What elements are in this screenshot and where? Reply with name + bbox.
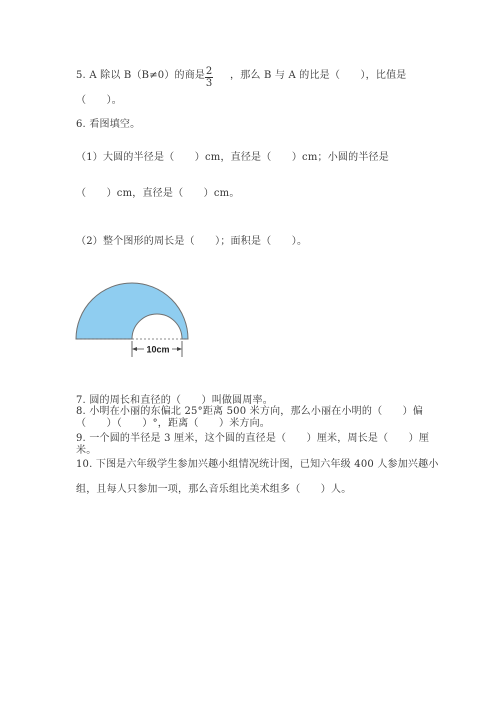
q5-fraction-numerator: 2 (205, 66, 213, 77)
q5-fraction-denominator: 3 (205, 78, 213, 89)
dimension-label: 10cm (146, 344, 170, 355)
circle-figure (74, 281, 192, 361)
q7: 7. 圆的周长和直径的（ ）叫做圆周率。 (76, 395, 273, 406)
q10-line1: 10. 下图是六年级学生参加兴趣小组情况统计图，已知六年级 400 人参加兴趣小 (76, 459, 439, 470)
q8-line2: （ ）（ ）°，距离（ ）米方向。 (76, 418, 270, 429)
q5-line1-before: 5. A 除以 B（B≠0）的商是 (76, 70, 206, 81)
q9-line2: 米。 (76, 445, 97, 456)
q9-line1: 9. 一个圆的半径是 3 厘米，这个圆的直径是（ ）厘米，周长是（ ）厘 (76, 433, 430, 444)
figure-shape (76, 283, 188, 339)
q8-line1: 8. 小明在小丽的东偏北 25°距离 500 米方向，那么小丽在小明的（ ）偏 (76, 406, 424, 417)
q6-title: 6. 看图填空。 (76, 119, 141, 130)
q6-part1-line2: （ ）cm，直径是（ ）cm。 (76, 188, 240, 199)
q5-line1-after: ，那么 B 与 A 的比是（ ），比值是 (230, 70, 407, 81)
dimension-arrowhead-right (177, 347, 182, 351)
q6-part2: （2）整个图形的周长是（ ）；面积是（ ）。 (76, 236, 308, 247)
q10-line2: 组，且每人只参加一项，那么音乐组比美术组多（ ）人。 (76, 484, 352, 495)
dimension-arrowhead-left (132, 347, 137, 351)
q5-line2: （ ）。 (76, 95, 122, 106)
q6-part1-line1: （1）大圆的半径是（ ）cm，直径是（ ）cm；小圆的半径是 (76, 152, 389, 163)
